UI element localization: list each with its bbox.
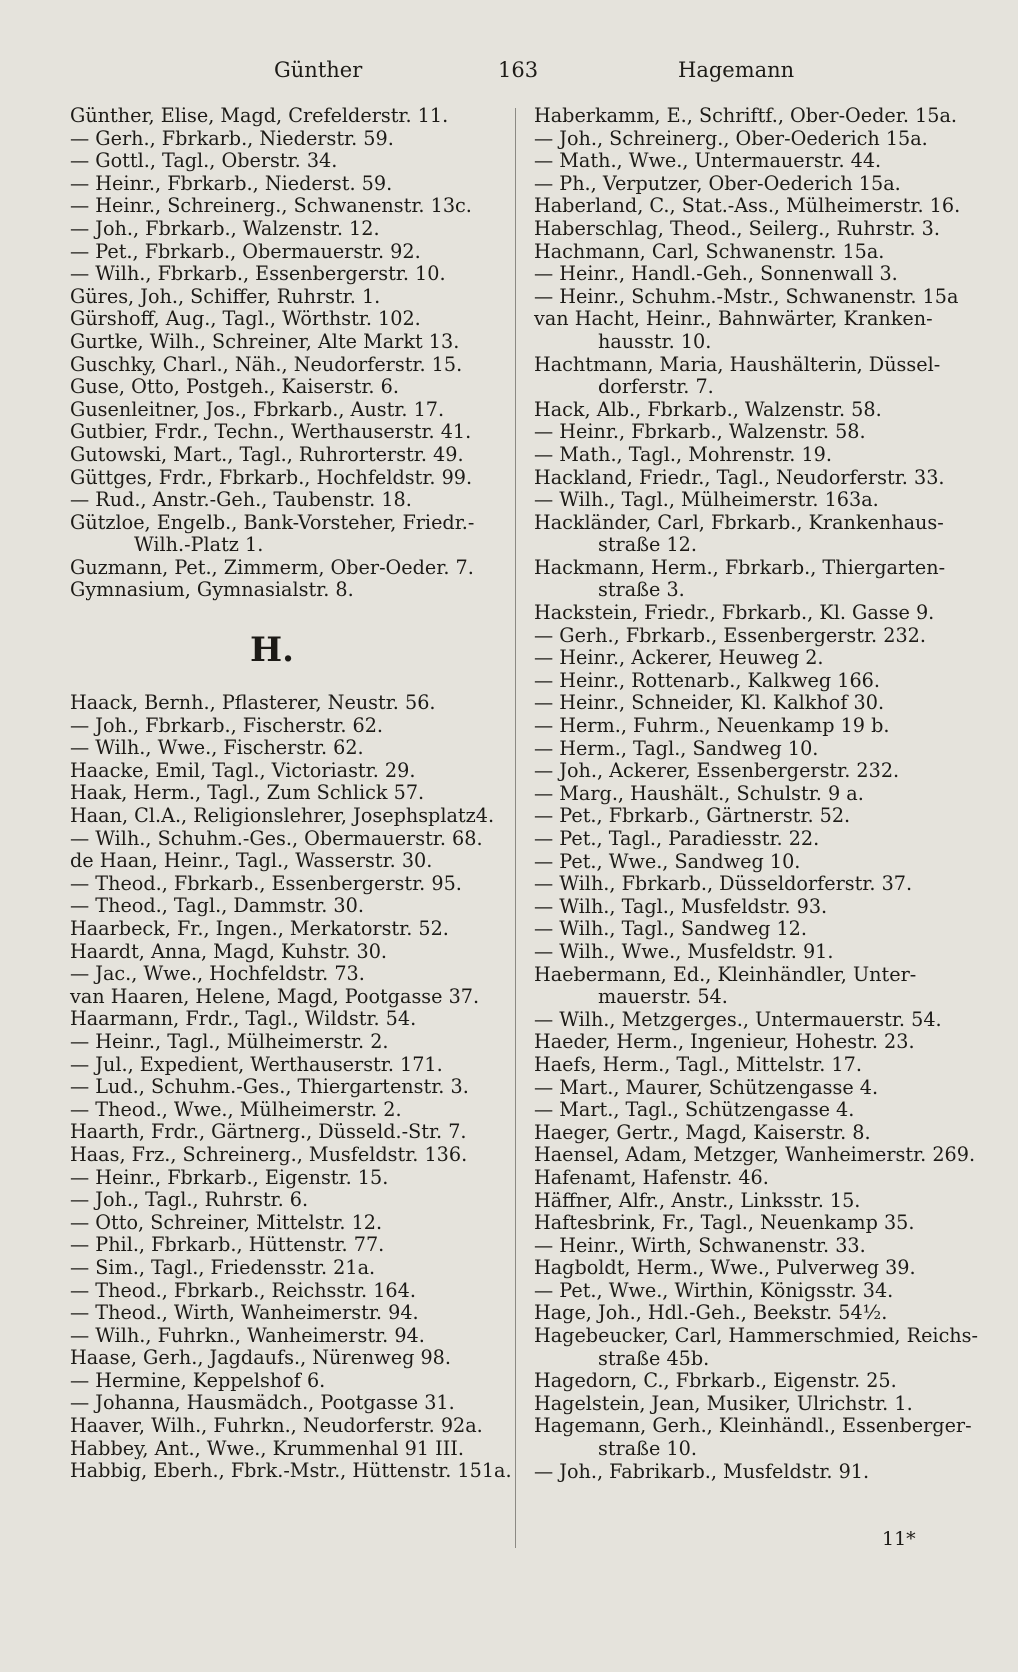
entry-text: — Heinr., Fbrkarb., Walzenstr. 58. bbox=[534, 420, 866, 444]
entry-text: Gutowski, Mart., Tagl., Ruhrorterstr. 49. bbox=[70, 442, 464, 466]
entry-text: Haardt, Anna, Magd, Kuhstr. 30. bbox=[70, 939, 387, 963]
directory-entry bbox=[70, 1031, 498, 1054]
entry-text: — Wilh., Fbrkarb., Düsseldorferstr. 37. bbox=[534, 872, 913, 896]
entry-text: Haaver, Wilh., Fuhrkn., Neudorferstr. 92a. bbox=[70, 1414, 483, 1438]
directory-entry bbox=[70, 918, 498, 941]
directory-entry bbox=[70, 1076, 498, 1099]
directory-entry bbox=[534, 1122, 959, 1145]
entry-text: — Theod., Wirth, Wanheimerstr. 94. bbox=[70, 1301, 419, 1325]
directory-entry bbox=[534, 602, 959, 625]
directory-entry bbox=[70, 1438, 498, 1461]
header-last-name: Hagemann bbox=[678, 58, 795, 82]
directory-entry bbox=[70, 760, 498, 783]
entry-text: Häffner, Alfr., Anstr., Linksstr. 15. bbox=[534, 1188, 861, 1212]
directory-entry bbox=[70, 1280, 498, 1303]
directory-entry bbox=[70, 986, 498, 1009]
directory-entry bbox=[534, 670, 959, 693]
entry-text: — Theod., Tagl., Dammstr. 30. bbox=[70, 894, 364, 918]
entry-text: — Joh., Tagl., Ruhrstr. 6. bbox=[70, 1188, 309, 1212]
entry-text: — Heinr., Schreinerg., Schwanenstr. 13c. bbox=[70, 194, 472, 218]
directory-entry bbox=[534, 1077, 959, 1100]
entry-text: Gusenleitner, Jos., Fbrkarb., Austr. 17. bbox=[70, 397, 445, 421]
directory-entry bbox=[70, 1415, 498, 1438]
entry-text: Haak, Herm., Tagl., Zum Schlick 57. bbox=[70, 781, 425, 805]
entry-text: — Ph., Verputzer, Ober-Oederich 15a. bbox=[534, 171, 901, 195]
directory-entry bbox=[534, 1302, 959, 1325]
directory-entry bbox=[70, 895, 498, 918]
entry-text: Hackländer, Carl, Fbrkarb., Krankenhaus- bbox=[534, 510, 944, 534]
directory-entry bbox=[534, 467, 959, 490]
entry-text: — Wilh., Tagl., Mülheimerstr. 163a. bbox=[534, 488, 879, 512]
directory-entry bbox=[70, 805, 498, 828]
directory-entry bbox=[70, 1302, 498, 1325]
directory-entry bbox=[534, 1370, 959, 1393]
directory-entry bbox=[534, 1190, 959, 1213]
entry-text: Hagedorn, C., Fbrkarb., Eigenstr. 25. bbox=[534, 1369, 897, 1393]
entry-text: Haberschlag, Theod., Seilerg., Ruhrstr. 3. bbox=[534, 216, 940, 240]
directory-entry bbox=[70, 218, 498, 241]
entry-text: Gurtke, Wilh., Schreiner, Alte Markt 13. bbox=[70, 329, 460, 353]
directory-entry bbox=[70, 1347, 498, 1370]
directory-entry bbox=[534, 692, 959, 715]
entry-text: Haeger, Gertr., Magd, Kaiserstr. 8. bbox=[534, 1120, 871, 1144]
left-entries-after bbox=[70, 691, 512, 1483]
directory-entry bbox=[70, 1144, 498, 1167]
directory-entry bbox=[70, 195, 498, 218]
entry-text: Guschky, Charl., Näh., Neudorferstr. 15. bbox=[70, 352, 463, 376]
entry-text: — Hermine, Keppelshof 6. bbox=[70, 1368, 326, 1392]
entry-text: — Jac., Wwe., Hochfeldstr. 73. bbox=[70, 962, 365, 986]
entry-text: Haas, Frz., Schreinerg., Musfeldstr. 136. bbox=[70, 1142, 468, 1166]
right-column bbox=[534, 104, 978, 1483]
directory-entry bbox=[534, 783, 959, 806]
entry-text: — Gottl., Tagl., Oberstr. 34. bbox=[70, 149, 338, 173]
directory-entry bbox=[70, 331, 498, 354]
directory-entry bbox=[534, 1257, 959, 1280]
entry-text: Hagemann, Gerh., Kleinhändl., Essenberger- bbox=[534, 1414, 972, 1438]
directory-entry bbox=[534, 851, 959, 874]
directory-entry bbox=[534, 828, 959, 851]
directory-entry bbox=[534, 1393, 959, 1416]
entry-text: — Marg., Haushält., Schulstr. 9 a. bbox=[534, 781, 864, 805]
directory-entry bbox=[534, 1009, 959, 1032]
directory-entry bbox=[534, 308, 959, 353]
directory-entry bbox=[70, 1121, 498, 1144]
entry-text: — Pet., Fbrkarb., Obermauerstr. 92. bbox=[70, 239, 421, 263]
directory-entry bbox=[70, 1167, 498, 1190]
directory-entry bbox=[534, 128, 959, 151]
header-first-name: Günther bbox=[274, 58, 363, 82]
directory-entry bbox=[70, 715, 498, 738]
directory-entry bbox=[534, 105, 959, 128]
entry-text: — Pet., Tagl., Paradiesstr. 22. bbox=[534, 827, 820, 850]
directory-entry bbox=[70, 105, 498, 128]
entry-text: — Heinr., Tagl., Mülheimerstr. 2. bbox=[70, 1029, 389, 1053]
directory-entry bbox=[534, 1167, 959, 1190]
entry-text: — Joh., Fbrkarb., Walzenstr. 12. bbox=[70, 216, 380, 240]
directory-entry bbox=[534, 195, 959, 218]
entry-text: — Joh., Schreinerg., Ober-Oederich 15a. bbox=[534, 126, 928, 150]
entry-text: Hafenamt, Hafenstr. 46. bbox=[534, 1165, 769, 1189]
entry-text: Hage, Joh., Hdl.-Geh., Beekstr. 54½. bbox=[534, 1301, 888, 1325]
entry-text: — Phil., Fbrkarb., Hüttenstr. 77. bbox=[70, 1233, 385, 1257]
entry-text: Hachmann, Carl, Schwanenstr. 15a. bbox=[534, 239, 885, 263]
entry-text: Güttges, Frdr., Fbrkarb., Hochfeldstr. 99. bbox=[70, 465, 473, 489]
entry-text: — Mart., Tagl., Schützengasse 4. bbox=[534, 1098, 855, 1122]
directory-entry bbox=[70, 399, 498, 422]
entry-continuation: hausstr. 10. bbox=[598, 329, 712, 353]
entry-text: Haftesbrink, Fr., Tagl., Neuenkamp 35. bbox=[534, 1211, 915, 1235]
entry-text: — Gerh., Fbrkarb., Niederstr. 59. bbox=[70, 126, 394, 150]
directory-entry bbox=[534, 1212, 959, 1235]
entry-text: — Herm., Fuhrm., Neuenkamp 19 b. bbox=[534, 714, 890, 738]
directory-entry bbox=[70, 286, 498, 309]
entry-continuation: Wilh.-Platz 1. bbox=[134, 533, 264, 557]
directory-entry bbox=[534, 150, 959, 173]
entry-text: — Jul., Expedient, Werthauserstr. 171. bbox=[70, 1052, 443, 1076]
directory-entry bbox=[70, 692, 498, 715]
directory-entry bbox=[70, 1257, 498, 1280]
directory-entry bbox=[534, 1235, 959, 1258]
entry-text: — Wilh., Wwe., Fischerstr. 62. bbox=[70, 736, 364, 760]
directory-entry bbox=[70, 873, 498, 896]
entry-text: — Wilh., Metzgerges., Untermauerstr. 54. bbox=[534, 1007, 942, 1031]
entry-continuation: straße 3. bbox=[598, 578, 685, 602]
directory-entry bbox=[70, 1212, 498, 1235]
directory-entry bbox=[70, 1234, 498, 1257]
directory-entry bbox=[70, 263, 498, 286]
directory-entry bbox=[70, 376, 498, 399]
directory-entry bbox=[534, 444, 959, 467]
right-entries bbox=[534, 104, 978, 1483]
entry-text: — Heinr., Fbrkarb., Eigenstr. 15. bbox=[70, 1165, 389, 1189]
directory-entry bbox=[534, 263, 959, 286]
entry-text: — Heinr., Schuhm.-Mstr., Schwanenstr. 15a bbox=[534, 284, 959, 308]
entry-text: — Rud., Anstr.-Geh., Taubenstr. 18. bbox=[70, 488, 412, 512]
entry-continuation: straße 45b. bbox=[598, 1346, 710, 1370]
directory-entry bbox=[534, 1461, 959, 1484]
entry-text: — Heinr., Handl.-Geh., Sonnenwall 3. bbox=[534, 262, 898, 286]
directory-entry bbox=[70, 828, 498, 851]
directory-entry bbox=[70, 850, 498, 873]
entry-text: — Heinr., Schneider, Kl. Kalkhof 30. bbox=[534, 691, 885, 715]
directory-entry bbox=[534, 218, 959, 241]
entry-text: Günther, Elise, Magd, Crefelderstr. 11. bbox=[70, 104, 449, 127]
entry-text: Haberland, C., Stat.-Ass., Mülheimerstr. 16. bbox=[534, 194, 961, 218]
entry-text: Hagboldt, Herm., Wwe., Pulverweg 39. bbox=[534, 1256, 916, 1280]
entry-text: Gützloe, Engelb., Bank-Vorsteher, Friedr.- bbox=[70, 510, 475, 534]
entry-text: van Hacht, Heinr., Bahnwärter, Kranken- bbox=[534, 307, 933, 331]
entry-text: Habbig, Eberh., Fbrk.-Mstr., Hüttenstr. 151a. bbox=[70, 1459, 512, 1483]
entry-text: — Pet., Wwe., Sandweg 10. bbox=[534, 849, 801, 873]
directory-entry bbox=[70, 308, 498, 331]
entry-continuation: dorferstr. 7. bbox=[598, 375, 714, 399]
directory-entry bbox=[70, 579, 498, 602]
entry-text: Haase, Gerh., Jagdaufs., Nürenweg 98. bbox=[70, 1346, 451, 1370]
entry-text: — Theod., Fbrkarb., Reichsstr. 164. bbox=[70, 1278, 416, 1302]
entry-text: — Johanna, Hausmädch., Pootgasse 31. bbox=[70, 1391, 455, 1415]
directory-entry bbox=[70, 489, 498, 512]
entry-text: van Haaren, Helene, Magd, Pootgasse 37. bbox=[70, 984, 480, 1008]
directory-entry bbox=[534, 760, 959, 783]
entry-text: Haebermann, Ed., Kleinhändler, Unter- bbox=[534, 962, 917, 986]
page-number: 163 bbox=[498, 58, 539, 82]
directory-entry bbox=[534, 557, 959, 602]
directory-entry bbox=[70, 1099, 498, 1122]
section-letter: H. bbox=[250, 630, 294, 671]
entry-text: Gürshoff, Aug., Tagl., Wörthstr. 102. bbox=[70, 307, 421, 331]
directory-entry bbox=[534, 286, 959, 309]
entry-text: Haarth, Frdr., Gärtnerg., Düsseld.-Str. 7. bbox=[70, 1120, 467, 1144]
directory-entry bbox=[70, 354, 498, 377]
directory-entry bbox=[70, 1459, 512, 1483]
entry-text: de Haan, Heinr., Tagl., Wasserstr. 30. bbox=[70, 849, 433, 873]
left-column bbox=[70, 104, 512, 1483]
entry-text: Hagebeucker, Carl, Hammerschmied, Reichs- bbox=[534, 1324, 978, 1348]
directory-entry bbox=[70, 737, 498, 760]
directory-entry bbox=[534, 512, 959, 557]
directory-entry bbox=[534, 738, 959, 761]
directory-entry bbox=[534, 1054, 959, 1077]
directory-entry bbox=[534, 647, 959, 670]
left-entries-before bbox=[70, 105, 498, 602]
directory-entry bbox=[534, 399, 959, 422]
entry-text: — Heinr., Fbrkarb., Niederst. 59. bbox=[70, 171, 393, 195]
signature-mark: 11* bbox=[882, 1528, 916, 1550]
directory-entry bbox=[70, 782, 498, 805]
entry-text: — Herm., Tagl., Sandweg 10. bbox=[534, 736, 819, 760]
directory-entry bbox=[534, 896, 959, 919]
entry-text: Haarmann, Frdr., Tagl., Wildstr. 54. bbox=[70, 1007, 417, 1031]
entry-text: Haberkamm, E., Schriftf., Ober-Oeder. 15a. bbox=[534, 104, 957, 127]
directory-entry bbox=[70, 467, 498, 490]
entry-text: Haeder, Herm., Ingenieur, Hohestr. 23. bbox=[534, 1030, 915, 1054]
entry-text: — Mart., Maurer, Schützengasse 4. bbox=[534, 1075, 879, 1099]
entry-text: — Lud., Schuhm.-Ges., Thiergartenstr. 3. bbox=[70, 1075, 469, 1099]
entry-text: Hagelstein, Jean, Musiker, Ulrichstr. 1. bbox=[534, 1391, 913, 1415]
directory-entry bbox=[534, 1143, 976, 1167]
directory-entry bbox=[70, 1370, 498, 1393]
page-header bbox=[66, 58, 956, 98]
entry-text: — Wilh., Fbrkarb., Essenbergerstr. 10. bbox=[70, 262, 446, 286]
entry-text: Haan, Cl.A., Religionslehrer, Josephsplatz4. bbox=[70, 804, 495, 828]
entry-text: — Joh., Ackerer, Essenbergerstr. 232. bbox=[534, 759, 900, 783]
entry-text: — Joh., Fbrkarb., Fischerstr. 62. bbox=[70, 713, 384, 737]
directory-entry bbox=[70, 173, 498, 196]
directory-entry bbox=[534, 1280, 959, 1303]
entry-text: Gutbier, Frdr., Techn., Werthauserstr. 41. bbox=[70, 420, 472, 444]
entry-continuation: straße 10. bbox=[598, 1437, 697, 1461]
entry-text: Hachtmann, Maria, Haushälterin, Düssel- bbox=[534, 352, 941, 376]
directory-entry bbox=[534, 173, 959, 196]
entry-text: Haack, Bernh., Pflasterer, Neustr. 56. bbox=[70, 691, 436, 715]
entry-text: Habbey, Ant., Wwe., Krummenhal 91 III. bbox=[70, 1436, 464, 1460]
directory-entry bbox=[70, 512, 498, 557]
directory-entry bbox=[70, 941, 498, 964]
entry-text: — Heinr., Rottenarb., Kalkweg 166. bbox=[534, 668, 880, 692]
entry-text: Guzmann, Pet., Zimmerm, Ober-Oeder. 7. bbox=[70, 555, 474, 579]
directory-entry bbox=[534, 1324, 978, 1370]
entry-continuation: mauerstr. 54. bbox=[598, 985, 728, 1009]
entry-text: — Math., Tagl., Mohrenstr. 19. bbox=[534, 442, 832, 466]
directory-entry bbox=[70, 1189, 498, 1212]
entry-continuation: straße 12. bbox=[598, 533, 697, 557]
entry-text: — Sim., Tagl., Friedensstr. 21a. bbox=[70, 1255, 376, 1279]
entry-text: — Pet., Wwe., Wirthin, Königsstr. 34. bbox=[534, 1278, 894, 1302]
entry-text: — Theod., Fbrkarb., Essenbergerstr. 95. bbox=[70, 871, 462, 895]
entry-text: — Wilh., Tagl., Musfeldstr. 93. bbox=[534, 894, 828, 918]
entry-text: — Heinr., Ackerer, Heuweg 2. bbox=[534, 646, 824, 670]
directory-entry bbox=[534, 354, 959, 399]
directory-entry bbox=[70, 557, 498, 580]
directory-entry bbox=[70, 241, 498, 264]
directory-entry bbox=[534, 1031, 959, 1054]
entry-text: — Theod., Wwe., Mülheimerstr. 2. bbox=[70, 1097, 402, 1121]
directory-entry bbox=[70, 444, 498, 467]
entry-text: — Wilh., Tagl., Sandweg 12. bbox=[534, 917, 807, 941]
directory-entry bbox=[534, 489, 959, 512]
column-divider bbox=[515, 108, 516, 1548]
entry-text: Hackstein, Friedr., Fbrkarb., Kl. Gasse 9. bbox=[534, 601, 935, 625]
entry-text: — Gerh., Fbrkarb., Essenbergerstr. 232. bbox=[534, 623, 926, 647]
directory-entry bbox=[534, 805, 959, 828]
entry-text: — Otto, Schreiner, Mittelstr. 12. bbox=[70, 1210, 383, 1234]
entry-text: — Wilh., Schuhm.-Ges., Obermauerstr. 68. bbox=[70, 826, 483, 850]
directory-entry bbox=[534, 421, 959, 444]
entry-text: — Pet., Fbrkarb., Gärtnerstr. 52. bbox=[534, 804, 851, 828]
directory-entry bbox=[70, 1054, 498, 1077]
directory-entry bbox=[70, 1008, 498, 1031]
directory-entry bbox=[534, 241, 959, 264]
directory-entry bbox=[70, 421, 498, 444]
entry-text: Guse, Otto, Postgeh., Kaiserstr. 6. bbox=[70, 375, 399, 399]
directory-entry bbox=[534, 1099, 959, 1122]
entry-text: — Joh., Fabrikarb., Musfeldstr. 91. bbox=[534, 1459, 870, 1483]
entry-text: Gymnasium, Gymnasialstr. 8. bbox=[70, 578, 354, 602]
entry-text: — Wilh., Fuhrkn., Wanheimerstr. 94. bbox=[70, 1323, 425, 1347]
entry-text: Haensel, Adam, Metzger, Wanheimerstr. 269. bbox=[534, 1143, 976, 1167]
directory-entry bbox=[534, 941, 959, 964]
directory-entry bbox=[534, 918, 959, 941]
entry-text: — Heinr., Wirth, Schwanenstr. 33. bbox=[534, 1233, 866, 1257]
directory-entry bbox=[70, 1392, 498, 1415]
directory-entry bbox=[534, 715, 959, 738]
entry-text: Hackmann, Herm., Fbrkarb., Thiergarten- bbox=[534, 555, 946, 579]
entry-text: Haefs, Herm., Tagl., Mittelstr. 17. bbox=[534, 1052, 862, 1076]
entry-text: Güres, Joh., Schiffer, Ruhrstr. 1. bbox=[70, 284, 381, 308]
entry-text: Haarbeck, Fr., Ingen., Merkatorstr. 52. bbox=[70, 917, 449, 940]
directory-entry bbox=[534, 625, 959, 648]
directory-entry bbox=[534, 1414, 972, 1461]
directory-entry bbox=[70, 128, 498, 151]
entry-text: — Wilh., Wwe., Musfeldstr. 91. bbox=[534, 939, 834, 963]
directory-entry bbox=[70, 1325, 498, 1348]
entry-text: Hackland, Friedr., Tagl., Neudorferstr. 33. bbox=[534, 465, 945, 489]
directory-entry bbox=[534, 964, 959, 1009]
entry-text: Haacke, Emil, Tagl., Victoriastr. 29. bbox=[70, 758, 416, 782]
entry-text: Hack, Alb., Fbrkarb., Walzenstr. 58. bbox=[534, 397, 882, 421]
entry-text: — Math., Wwe., Untermauerstr. 44. bbox=[534, 149, 882, 173]
directory-entry bbox=[70, 150, 498, 173]
directory-entry bbox=[534, 873, 959, 896]
directory-entry bbox=[70, 963, 498, 986]
